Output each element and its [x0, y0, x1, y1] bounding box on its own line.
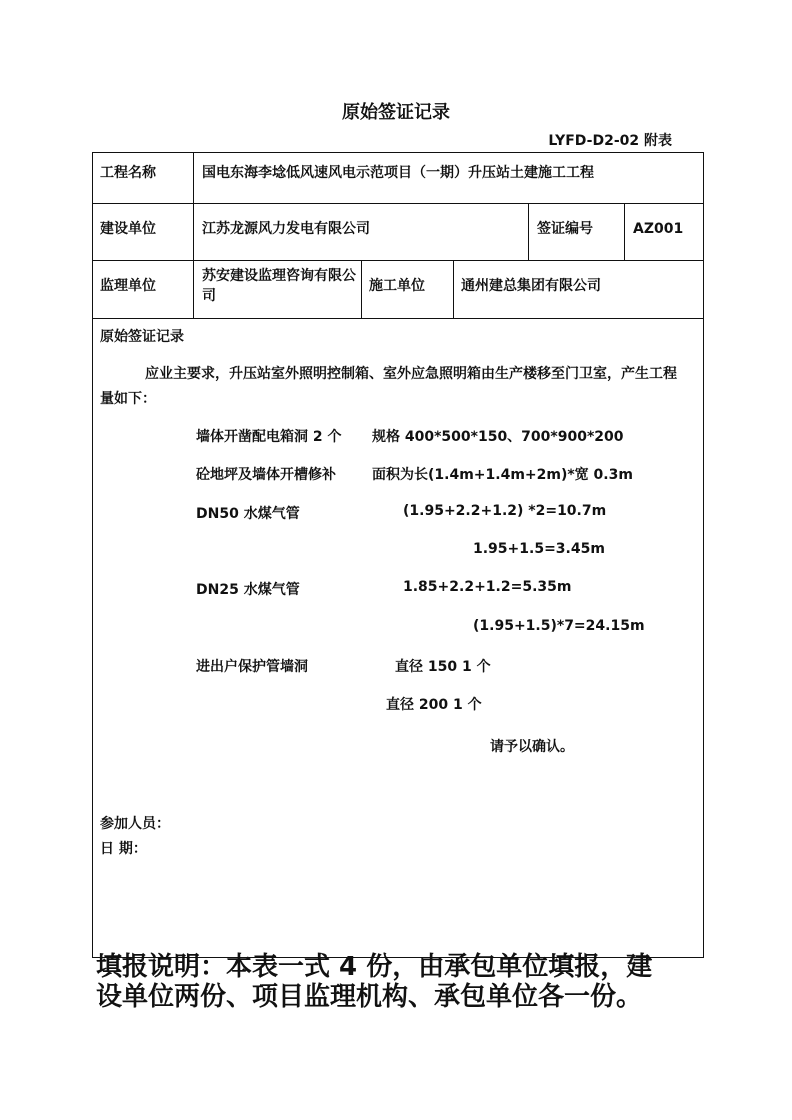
item-value: 直径 150 1 个	[395, 659, 491, 675]
contractor-label: 施工单位	[369, 278, 425, 294]
row-divider	[92, 260, 704, 261]
item-value-2: 1.95+1.5=3.45m	[473, 541, 605, 557]
item-value-2: (1.95+1.5)*7=24.15m	[473, 618, 645, 634]
item-label: 进出户保护管墙洞	[196, 659, 308, 675]
row-divider	[92, 203, 704, 204]
date-label: 日 期：	[100, 841, 147, 857]
item-label: 墙体开凿配电箱洞 2 个	[196, 429, 342, 445]
item-label: DN50 水煤气管	[196, 506, 300, 522]
row-divider	[92, 318, 704, 319]
form-code: LYFD-D2-02 附表	[548, 133, 672, 149]
project-label: 工程名称	[100, 165, 156, 181]
supervisor-label: 监理单位	[100, 278, 156, 294]
col-divider	[453, 260, 454, 318]
col-divider	[361, 260, 362, 318]
col-divider	[624, 203, 625, 260]
contractor-value: 通州建总集团有限公司	[461, 278, 601, 294]
confirm-text: 请予以确认。	[490, 739, 574, 755]
col-divider	[193, 152, 194, 318]
intro-line-1: 应业主要求，升压站室外照明控制箱、室外应急照明箱由生产楼移至门卫室，产生工程	[145, 366, 677, 382]
item-value: (1.95+2.2+1.2) *2=10.7m	[403, 503, 607, 519]
intro-line-2: 量如下：	[100, 391, 156, 407]
item-value: 规格 400*500*150、700*900*200	[372, 429, 624, 445]
form-frame	[92, 152, 704, 958]
owner-label: 建设单位	[100, 221, 156, 237]
item-value-2: 直径 200 1 个	[386, 697, 482, 713]
supervisor-value: 苏安建设监理咨询有限公司	[202, 268, 356, 304]
owner-value: 江苏龙源风力发电有限公司	[202, 221, 370, 237]
item-label: 砼地坪及墙体开槽修补	[196, 467, 336, 483]
item-value: 1.85+2.2+1.2=5.35m	[403, 579, 572, 595]
col-divider	[528, 203, 529, 260]
item-value: 面积为长(1.4m+1.4m+2m)*宽 0.3m	[372, 467, 633, 483]
visa-no-label: 签证编号	[537, 221, 593, 237]
project-value: 国电东海李埝低风速风电示范项目（一期）升压站土建施工工程	[202, 165, 594, 181]
item-label: DN25 水煤气管	[196, 582, 300, 598]
record-heading: 原始签证记录	[100, 329, 184, 345]
participants-label: 参加人员：	[100, 816, 170, 832]
visa-no-value: AZ001	[633, 221, 684, 237]
page-title: 原始签证记录	[342, 102, 450, 123]
filling-notes: 填报说明：本表一式 4 份，由承包单位填报，建设单位两份、项目监理机构、承包单位各一份。	[96, 952, 653, 1012]
